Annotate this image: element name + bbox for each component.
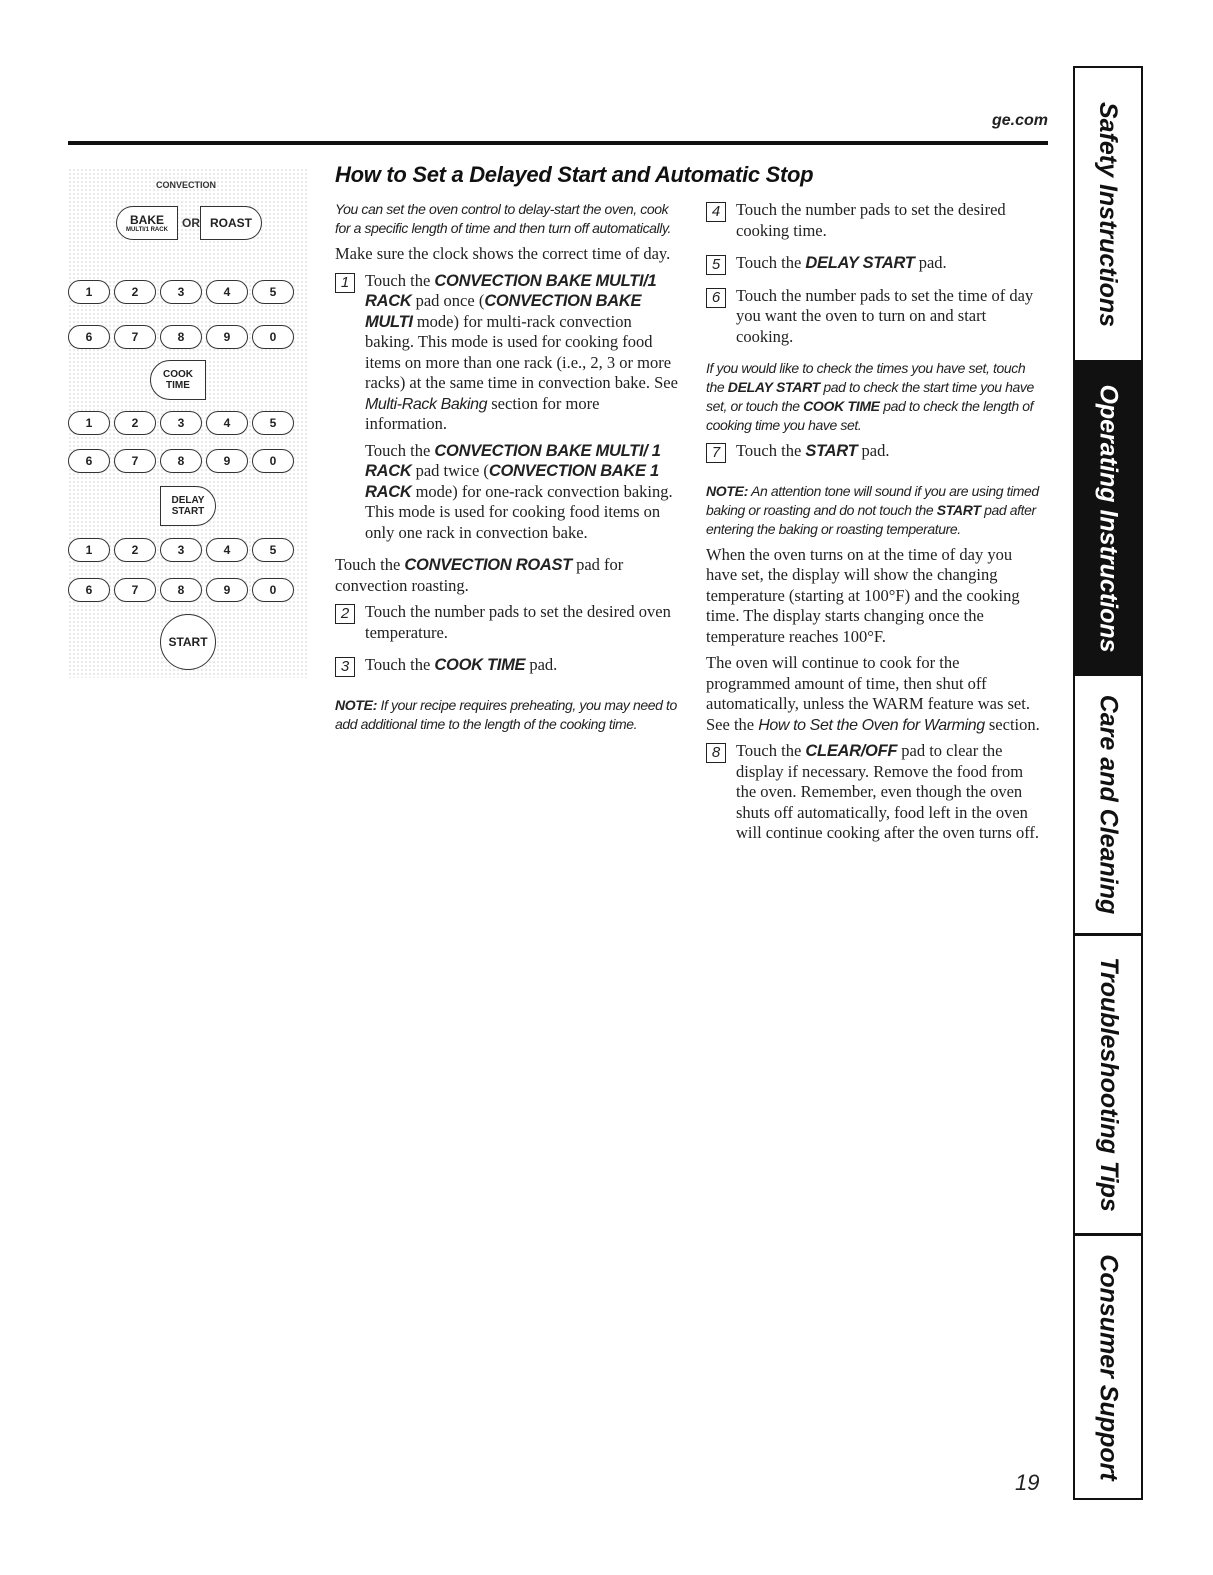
step-4	[706, 200, 1046, 247]
step-7-text: Touch the START pad.	[736, 441, 890, 460]
step-number: 1	[335, 273, 355, 293]
number-pad: 8	[160, 449, 202, 473]
number-row	[68, 280, 308, 306]
number-row	[68, 325, 308, 351]
note-text: NOTE: If your recipe requires preheating, you may need to add additional time to the length of the cooking time.	[335, 696, 677, 732]
number-pad: 8	[160, 578, 202, 602]
tab-troubleshooting-tips[interactable]: Troubleshooting Tips	[1075, 936, 1141, 1236]
number-row	[68, 538, 308, 564]
number-pad: 0	[252, 325, 294, 349]
number-pad: 7	[114, 325, 156, 349]
step-6-text: Touch the number pads to set the time of day you want the oven to turn on and start cooking.	[736, 285, 1034, 346]
tab-consumer-support[interactable]: Consumer Support	[1094, 1253, 1123, 1481]
tab-safety-instructions[interactable]: Safety Instructions	[1075, 68, 1141, 363]
step-1	[335, 271, 680, 550]
convection-label: CONVECTION	[156, 180, 217, 190]
number-pad: 0	[252, 449, 294, 473]
clock-text: Make sure the clock shows the correct time of day.	[335, 244, 671, 263]
number-pad: 9	[206, 578, 248, 602]
tab-care-and-cleaning[interactable]: Care and Cleaning	[1075, 676, 1141, 936]
paragraph-2: The oven will continue to cook for the programmed amount of time, then shut off automatically, unless the WARM feature was set. See the How to Set the Oven for Warming section.	[706, 653, 1040, 734]
step-number: 5	[706, 255, 726, 275]
or-label: OR	[182, 216, 200, 230]
number-row	[68, 578, 308, 604]
number-pad: 7	[114, 449, 156, 473]
number-pad: 3	[160, 280, 202, 304]
step-4-text: Touch the number pads to set the desired cooking time.	[736, 200, 1006, 240]
bake-label: BAKE	[129, 213, 164, 227]
step-8-text: Touch the CLEAR/OFF pad to clear the display if necessary. Remove the food from the oven. Remember, even though the oven shuts off automatically, food left in the oven will continue cooking after the oven turns off.	[736, 741, 1040, 842]
number-pad: 8	[160, 325, 202, 349]
delay-start-label-1: DELAY	[171, 495, 205, 506]
convection-bake-pad	[116, 206, 178, 240]
right-column	[706, 200, 1046, 856]
number-row	[68, 411, 308, 437]
step-1-text: Touch the CONVECTION BAKE MULTI/1 RACK pad once (CONVECTION BAKE MULTI mode) for multi-rack convection baking. This mode is used for cooking food items on more than one rack (i.e., 2, 3 or more racks) at the same time in convection bake. See Multi-Rack Baking section for more information.	[365, 270, 678, 433]
roast-text: Touch the CONVECTION ROAST pad for convection roasting.	[335, 555, 624, 595]
number-pad: 5	[252, 411, 294, 435]
number-pad: 4	[206, 411, 248, 435]
cook-time-label-2: TIME	[166, 380, 190, 391]
page-title: How to Set a Delayed Start and Automatic Stop	[335, 162, 814, 187]
number-pad: 2	[114, 280, 156, 304]
bake-sub-label: MULTI/1 RACK	[126, 227, 168, 233]
step-8	[706, 741, 1046, 850]
number-pad: 2	[114, 411, 156, 435]
number-pad: 2	[114, 538, 156, 562]
number-pad: 9	[206, 449, 248, 473]
tab-operating-instructions[interactable]: Operating Instructions	[1075, 363, 1141, 676]
number-pad: 1	[68, 280, 110, 304]
step-number: 8	[706, 743, 726, 763]
delay-start-pad	[160, 486, 216, 526]
site-url[interactable]: ge.com	[991, 112, 1048, 129]
page-number: 19	[1015, 1470, 1040, 1495]
header-rule	[68, 141, 1048, 145]
number-pad: 6	[68, 325, 110, 349]
check-text: If you would like to check the times you have set, touch the DELAY START pad to check the start time you have set, or touch the COOK TIME pad to check the length of cooking time you have set.	[706, 360, 1034, 433]
step-body	[365, 271, 680, 550]
number-row	[68, 449, 308, 475]
cook-time-pad	[150, 360, 206, 400]
step-5	[706, 253, 1046, 280]
step-3	[335, 655, 680, 682]
number-pad: 7	[114, 578, 156, 602]
number-pad: 1	[68, 411, 110, 435]
number-pad: 4	[206, 538, 248, 562]
step-number: 2	[335, 604, 355, 624]
control-panel-illustration	[68, 168, 308, 678]
number-pad: 6	[68, 578, 110, 602]
step-6	[706, 286, 1046, 354]
start-pad: START	[160, 614, 216, 670]
step-1b-text: Touch the CONVECTION BAKE MULTI/ 1 RACK pad twice (CONVECTION BAKE 1 RACK mode) for one-rack convection baking. This mode is used for cooking food items on only one rack in convection bake.	[365, 440, 673, 542]
number-pad: 4	[206, 280, 248, 304]
paragraph-1: When the oven turns on at the time of day you have set, the display will show the changing temperature (starting at 100°F) and the cooking time. The display starts changing once the temperature reaches 100°F.	[706, 544, 1020, 646]
step-5-text: Touch the DELAY START pad.	[736, 253, 947, 272]
left-column	[335, 200, 680, 740]
cook-time-label-1: COOK	[163, 369, 193, 380]
step-3-text: Touch the COOK TIME pad.	[365, 655, 558, 674]
step-number: 7	[706, 443, 726, 463]
step-2-text: Touch the number pads to set the desired oven temperature.	[365, 602, 671, 642]
number-pad: 3	[160, 538, 202, 562]
convection-roast-pad: ROAST	[200, 206, 262, 240]
step-number: 3	[335, 657, 355, 677]
step-number: 6	[706, 288, 726, 308]
number-pad: 3	[160, 411, 202, 435]
section-sidebar	[1073, 66, 1143, 1500]
delay-start-label-2: START	[171, 506, 205, 517]
note-text: NOTE: An attention tone will sound if you are using timed baking or roasting and do not touch the START pad after entering the baking or roasting temperature.	[706, 482, 1039, 537]
intro-text: You can set the oven control to delay-start the oven, cook for a specific length of time and then turn off automatically.	[335, 201, 672, 236]
number-pad: 5	[252, 538, 294, 562]
step-number: 4	[706, 202, 726, 222]
number-pad: 0	[252, 578, 294, 602]
number-pad: 9	[206, 325, 248, 349]
step-7	[706, 441, 1046, 468]
number-pad: 1	[68, 538, 110, 562]
number-pad: 5	[252, 280, 294, 304]
step-2	[335, 602, 680, 649]
number-pad: 6	[68, 449, 110, 473]
